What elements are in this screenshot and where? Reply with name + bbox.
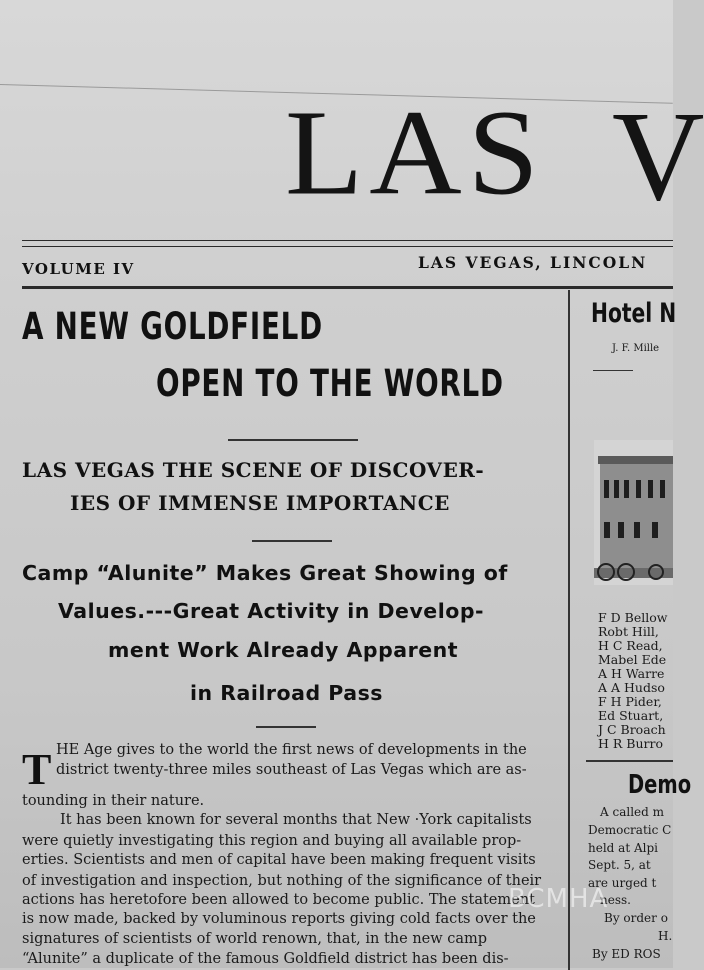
dateline: LAS VEGAS, LINCOLN xyxy=(418,253,648,272)
body-line-3: tounding in their nature. xyxy=(22,793,205,809)
volume-label: VOLUME IV xyxy=(22,260,135,278)
deck-line-1: Camp “Alunite” Makes Great Showing of xyxy=(22,561,508,585)
body-line-9: is now made, backed by voluminous reports giving cold facts over the xyxy=(22,911,536,927)
headline-line-1: A NEW GOLDFIELD xyxy=(22,305,323,348)
sidebar-demo-line-1: A called m xyxy=(600,805,665,819)
sidebar-name-6: A A Hudso xyxy=(598,680,665,695)
sidebar-name-8: Ed Stuart, xyxy=(598,708,664,723)
body-line-2: district twenty-three miles southeast of Las Vegas which are as- xyxy=(56,762,527,778)
sidebar-name-10: H R Burro xyxy=(598,736,663,751)
divider-3 xyxy=(256,726,316,728)
drop-cap: T xyxy=(22,745,52,794)
subhead-line-1: LAS VEGAS THE SCENE OF DISCOVER- xyxy=(22,458,485,482)
deck-line-3: ment Work Already Apparent xyxy=(108,638,459,662)
body-line-1: HE Age gives to the world the first news of developments in the xyxy=(56,742,527,758)
sidebar-name-2: Robt Hill, xyxy=(598,624,659,639)
sidebar-name-3: H C Read, xyxy=(598,638,663,653)
deck-line-4: in Railroad Pass xyxy=(190,681,383,705)
body-line-4: It has been known for several months that New ·York capitalists xyxy=(60,812,532,828)
sidebar-hotel-sub: J. F. Mille xyxy=(612,343,660,354)
sidebar-name-9: J C Broach xyxy=(598,722,666,737)
headline-line-2: OPEN TO THE WORLD xyxy=(156,362,504,405)
masthead-title: LAS xyxy=(285,85,545,221)
subhead-line-2: IES OF IMMENSE IMPORTANCE xyxy=(70,491,450,515)
hotel-building-illustration xyxy=(594,440,673,585)
sidebar-section-rule xyxy=(586,760,673,762)
sidebar-demo-line-8: H. xyxy=(658,929,673,943)
deck-line-2: Values.---Great Activity in Develop- xyxy=(58,599,484,623)
sidebar-demo-line-9: By ED ROS xyxy=(592,947,661,961)
sidebar-demo-line-7: By order o xyxy=(604,911,668,925)
sidebar-name-1: F D Bellow xyxy=(598,610,668,625)
sidebar-name-5: A H Warre xyxy=(598,666,665,681)
body-line-6: erties. Scientists and men of capital have been making frequent visits xyxy=(22,852,536,868)
body-line-10: signatures of scientists of world renown, that, in the new camp xyxy=(22,931,488,947)
sidebar-demo-line-5: are urged t xyxy=(588,876,657,890)
header-rule-top xyxy=(22,240,673,241)
archive-watermark: BCMHA xyxy=(508,884,609,914)
body-line-11: “Alunite” a duplicate of the famous Goldfield district has been dis- xyxy=(22,951,509,967)
header-rule-bottom xyxy=(22,286,673,289)
sidebar-demo-line-3: held at Alpi xyxy=(588,841,658,855)
body-line-5: were quietly investigating this region and buying all available prop- xyxy=(22,833,522,849)
sidebar-demo-line-2: Democratic C xyxy=(588,823,672,837)
body-line-8: actions has heretofore been allowed to become public. The statement xyxy=(22,892,535,908)
sidebar-hotel-title: Hotel N xyxy=(591,298,677,329)
sidebar-demo-title: Demo xyxy=(628,770,692,800)
body-line-7: of investigation and inspection, but nothing of the significance of their xyxy=(22,873,542,889)
masthead-title-cut: V xyxy=(612,85,704,227)
sidebar-name-4: Mabel Ede xyxy=(598,652,667,667)
sidebar-divider xyxy=(593,370,633,371)
sidebar-demo-line-6: ness. xyxy=(600,893,631,907)
header-rule-top-2 xyxy=(22,246,673,247)
column-rule xyxy=(568,290,570,970)
sidebar-demo-line-4: Sept. 5, at xyxy=(588,858,651,872)
divider-1 xyxy=(228,439,358,441)
sidebar-name-7: F H Pider, xyxy=(598,694,662,709)
divider-2 xyxy=(252,540,332,542)
